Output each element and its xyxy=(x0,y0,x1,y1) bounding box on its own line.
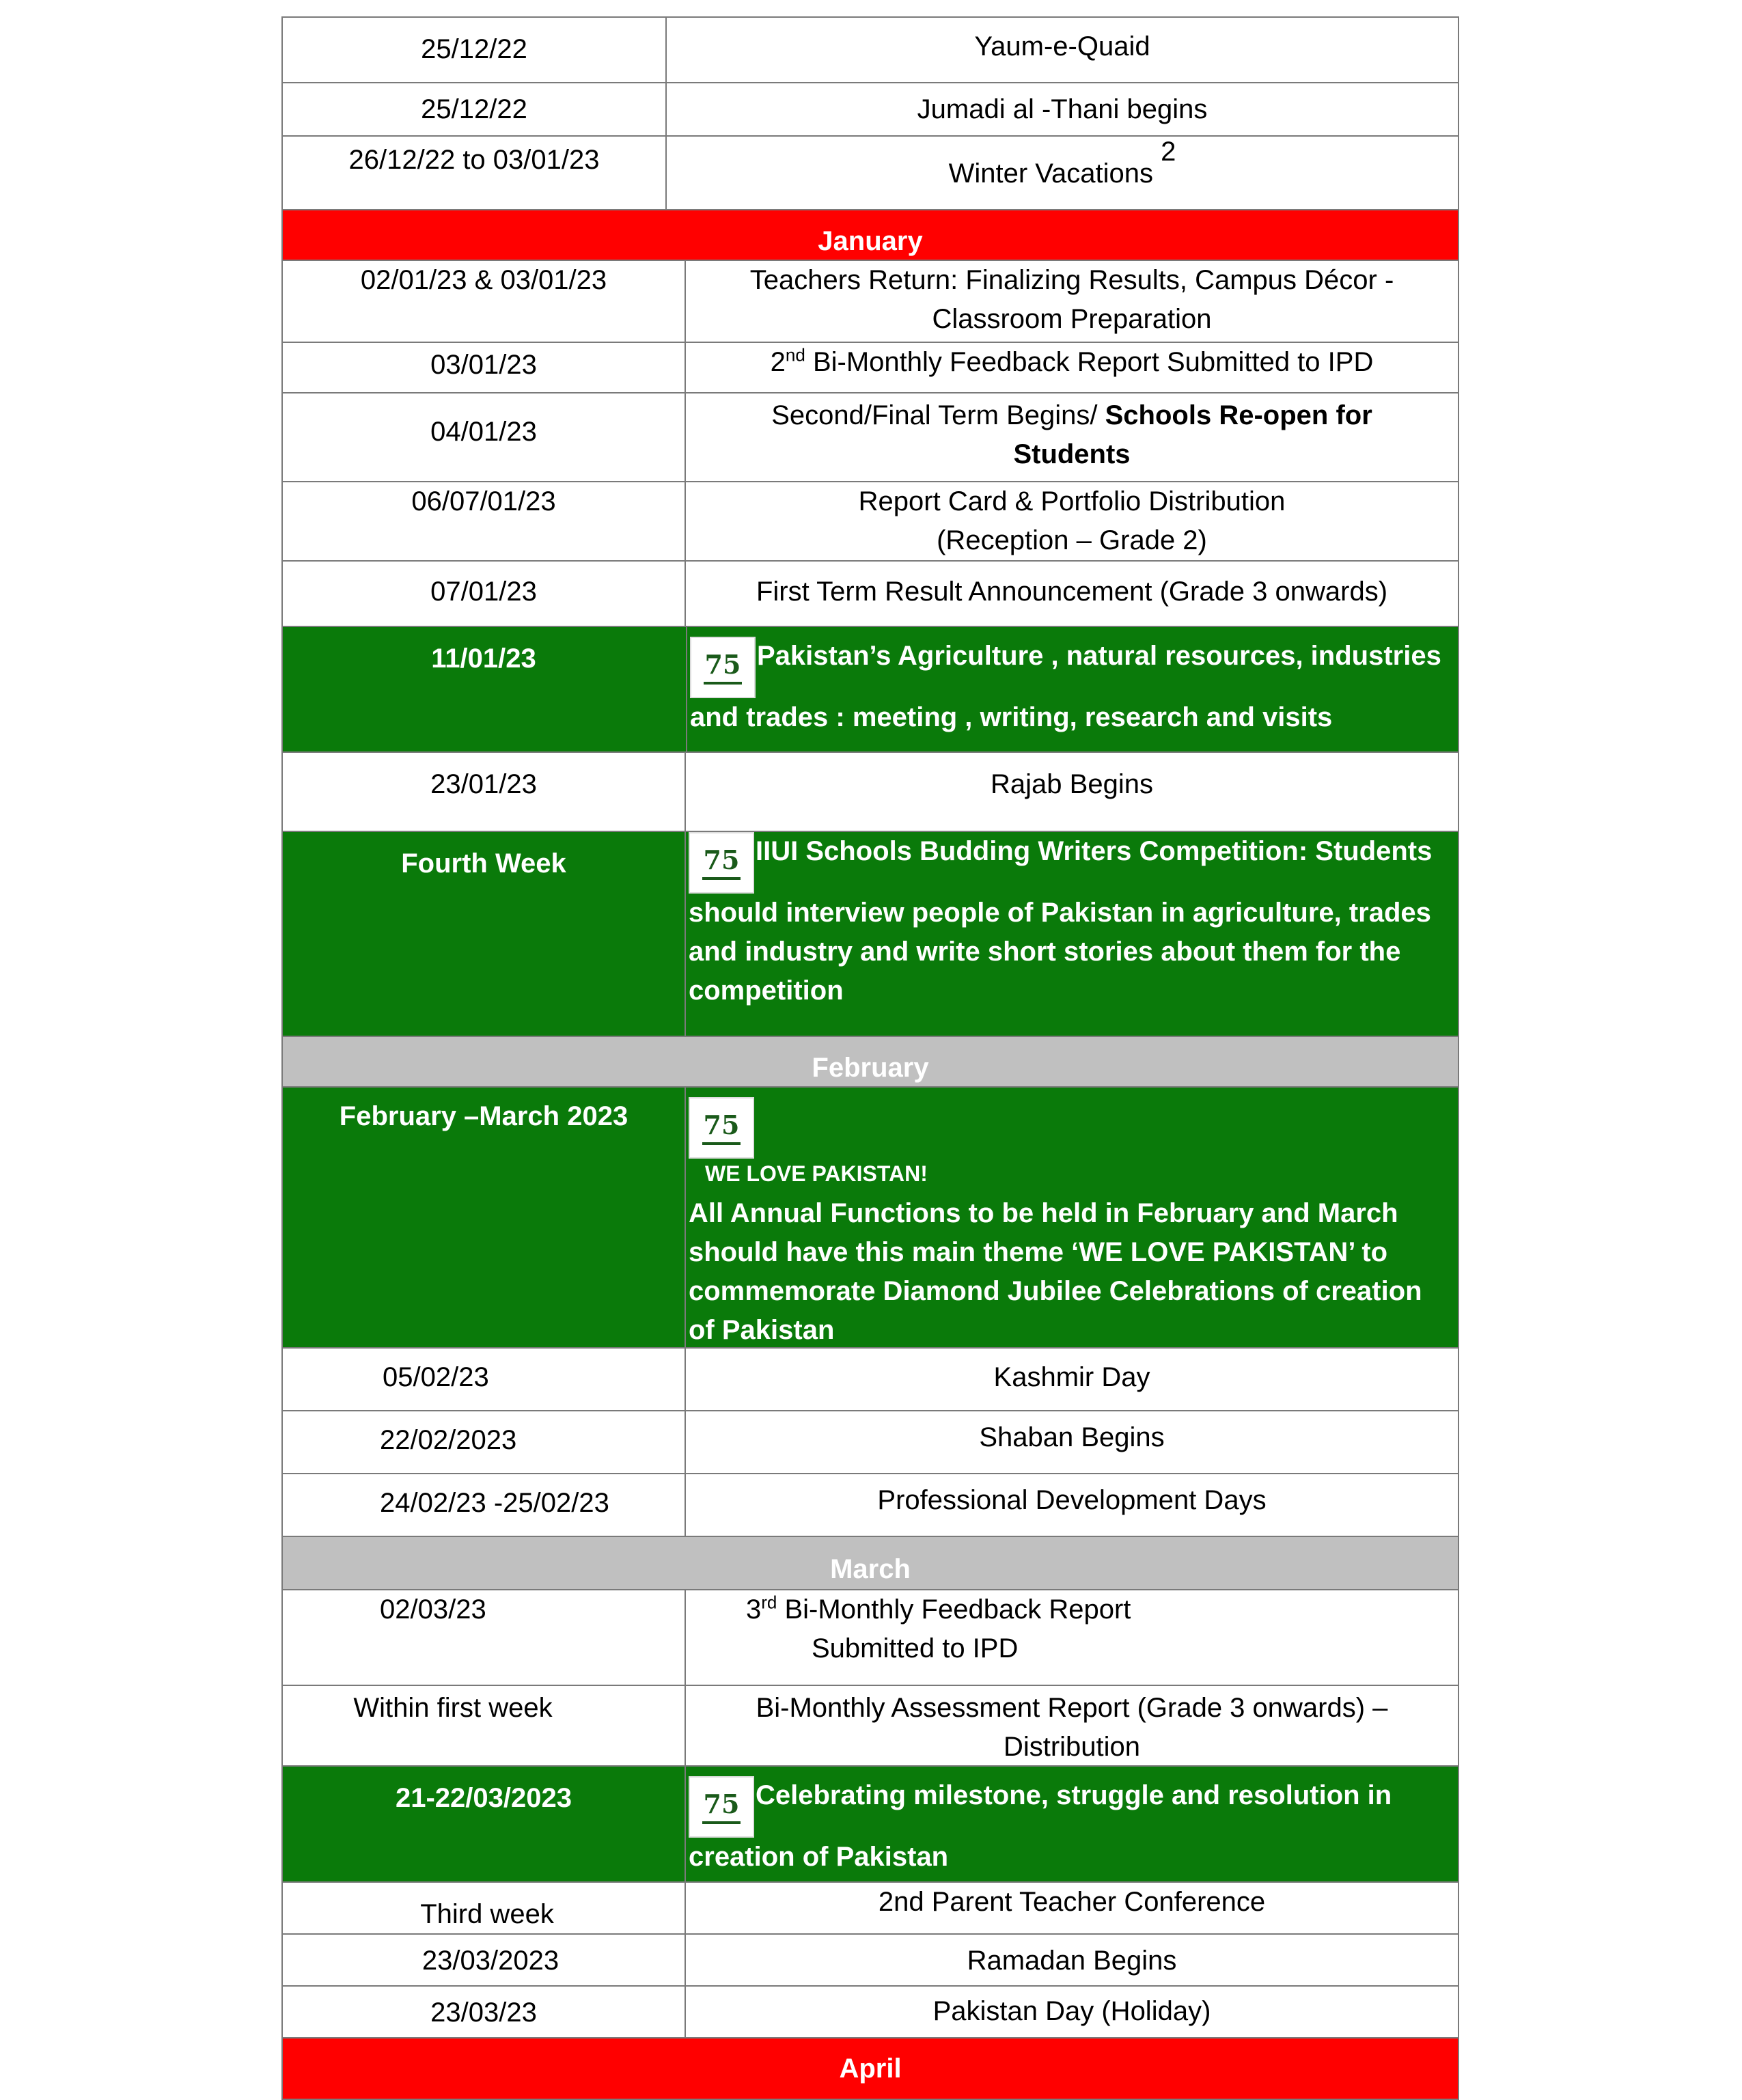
event-text: Winter Vacations xyxy=(948,158,1153,189)
table-row xyxy=(281,260,1459,342)
calendar-table xyxy=(281,16,1459,2100)
event-cell: Bi-Monthly Assessment Report (Grade 3 onwards) – Distribution xyxy=(756,1693,1388,1762)
event-text: Bi-Monthly Feedback Report Submitted to IPD xyxy=(805,347,1374,377)
table-row xyxy=(281,481,1459,560)
month-label: March xyxy=(830,1554,911,1584)
date-cell: Within first week xyxy=(283,1686,686,1765)
date-cell: 02/01/23 & 03/01/23 xyxy=(283,261,686,342)
diamond-jubilee-logo-icon xyxy=(689,1776,754,1838)
event-cell xyxy=(686,627,1458,751)
date-cell: 21-22/03/2023 xyxy=(283,1767,686,1881)
month-label: April xyxy=(839,2054,902,2084)
table-row xyxy=(281,135,1459,209)
svg-text:75: 75 xyxy=(703,844,740,875)
table-row-highlight xyxy=(281,626,1459,751)
table-row xyxy=(281,1881,1459,1933)
month-header-april xyxy=(281,2037,1459,2100)
event-cell xyxy=(686,482,1458,560)
table-row xyxy=(281,560,1459,626)
event-text: 2 xyxy=(770,347,786,377)
date-cell: 11/01/23 xyxy=(283,627,686,751)
event-text: IIUI Schools Budding Writers Competition: Students should interview people of Pakistan in agriculture, trades and industry and write short stories about them for the competition xyxy=(689,836,1433,1006)
event-text: Bi-Monthly Feedback Report xyxy=(777,1594,1131,1625)
date-cell: 06/07/01/23 xyxy=(283,482,686,560)
date-cell: 23/03/2023 xyxy=(283,1935,686,1985)
table-row xyxy=(281,1685,1459,1765)
event-cell: Rajab Begins xyxy=(991,769,1153,799)
table-row-highlight xyxy=(281,831,1459,1036)
event-cell: First Term Result Announcement (Grade 3 onwards) xyxy=(756,577,1388,607)
event-text: Report Card & Portfolio Distribution xyxy=(858,486,1286,516)
date-cell: 25/12/22 xyxy=(283,83,667,135)
date-cell: 04/01/23 xyxy=(283,393,686,481)
event-cell: Kashmir Day xyxy=(993,1362,1150,1392)
event-cell: Yaum-e-Quaid xyxy=(974,31,1150,61)
month-label: January xyxy=(818,226,923,256)
event-cell: 2nd Parent Teacher Conference xyxy=(878,1887,1266,1917)
date-cell: Third week xyxy=(283,1883,686,1933)
date-cell: 25/12/22 xyxy=(283,18,667,82)
table-row xyxy=(281,16,1459,82)
event-cell xyxy=(667,137,1458,209)
date-cell: 05/02/23 xyxy=(283,1349,686,1410)
event-cell: Ramadan Begins xyxy=(967,1946,1177,1976)
svg-text:75: 75 xyxy=(703,1109,740,1140)
ordinal-suffix: rd xyxy=(761,1592,777,1613)
event-cell: Jumadi al -Thani begins xyxy=(917,94,1208,124)
date-cell: Fourth Week xyxy=(283,832,686,1036)
table-row xyxy=(281,392,1459,481)
event-text: Pakistan’s Agriculture , natural resources, industries and trades : meeting , writing, research and visits xyxy=(690,641,1441,732)
event-text: Celebrating milestone, struggle and resolution in creation of Pakistan xyxy=(689,1780,1392,1872)
date-cell: 02/03/23 xyxy=(283,1590,686,1685)
date-cell: 23/03/23 xyxy=(283,1987,686,2037)
date-cell: 03/01/23 xyxy=(283,343,686,392)
event-cell xyxy=(686,1590,1458,1685)
event-text: Submitted to IPD xyxy=(812,1633,1019,1663)
month-header-january xyxy=(281,209,1459,260)
date-cell: 07/01/23 xyxy=(283,562,686,626)
event-text: 3 xyxy=(746,1594,762,1625)
event-cell: Pakistan Day (Holiday) xyxy=(932,1996,1211,2026)
table-row xyxy=(281,751,1459,831)
event-cell xyxy=(686,1767,1458,1881)
event-cell xyxy=(686,832,1458,1036)
table-row xyxy=(281,1410,1459,1473)
event-cell xyxy=(686,1088,1458,1347)
event-text: (Reception – Grade 2) xyxy=(937,525,1207,555)
table-row xyxy=(281,1933,1459,1985)
table-row-highlight xyxy=(281,1765,1459,1881)
event-text-bold: Schools Re-open for Students xyxy=(1013,400,1372,469)
date-cell: February –March 2023 xyxy=(283,1088,686,1347)
table-row xyxy=(281,82,1459,135)
event-cell xyxy=(686,393,1458,481)
diamond-jubilee-logo-icon xyxy=(690,637,756,698)
month-label: February xyxy=(812,1053,929,1083)
month-header-march xyxy=(281,1536,1459,1589)
date-cell: 24/02/23 -25/02/23 xyxy=(283,1474,686,1536)
date-cell: 22/02/2023 xyxy=(283,1411,686,1473)
event-text: All Annual Functions to be held in February and March should have this main theme ‘WE LOVE PAKISTAN’ to commemorate Diamond Jubilee Celebrations of creation of Pakistan xyxy=(689,1198,1422,1345)
event-cell: Teachers Return: Finalizing Results, Campus Décor - Classroom Preparation xyxy=(749,265,1394,334)
table-row xyxy=(281,1347,1459,1410)
svg-text:75: 75 xyxy=(703,1788,740,1819)
date-cell: 23/01/23 xyxy=(283,753,686,831)
table-row-highlight xyxy=(281,1086,1459,1347)
ordinal-suffix: nd xyxy=(785,344,805,365)
event-cell: Professional Development Days xyxy=(877,1485,1267,1515)
event-text: Second/Final Term Begins/ xyxy=(771,400,1105,430)
svg-text:75: 75 xyxy=(704,649,741,680)
date-cell: 26/12/22 to 03/01/23 xyxy=(283,137,667,209)
diamond-jubilee-logo-icon xyxy=(689,1097,754,1159)
table-row xyxy=(281,1985,1459,2037)
event-cell: Shaban Begins xyxy=(979,1422,1165,1452)
event-heading: WE LOVE PAKISTAN! xyxy=(705,1161,928,1186)
diamond-jubilee-logo-icon xyxy=(689,832,754,894)
event-cell xyxy=(686,343,1458,392)
month-header-february xyxy=(281,1036,1459,1086)
table-row xyxy=(281,1589,1459,1685)
table-row xyxy=(281,1473,1459,1536)
footnote-marker: 2 xyxy=(1161,136,1176,167)
table-row xyxy=(281,342,1459,392)
